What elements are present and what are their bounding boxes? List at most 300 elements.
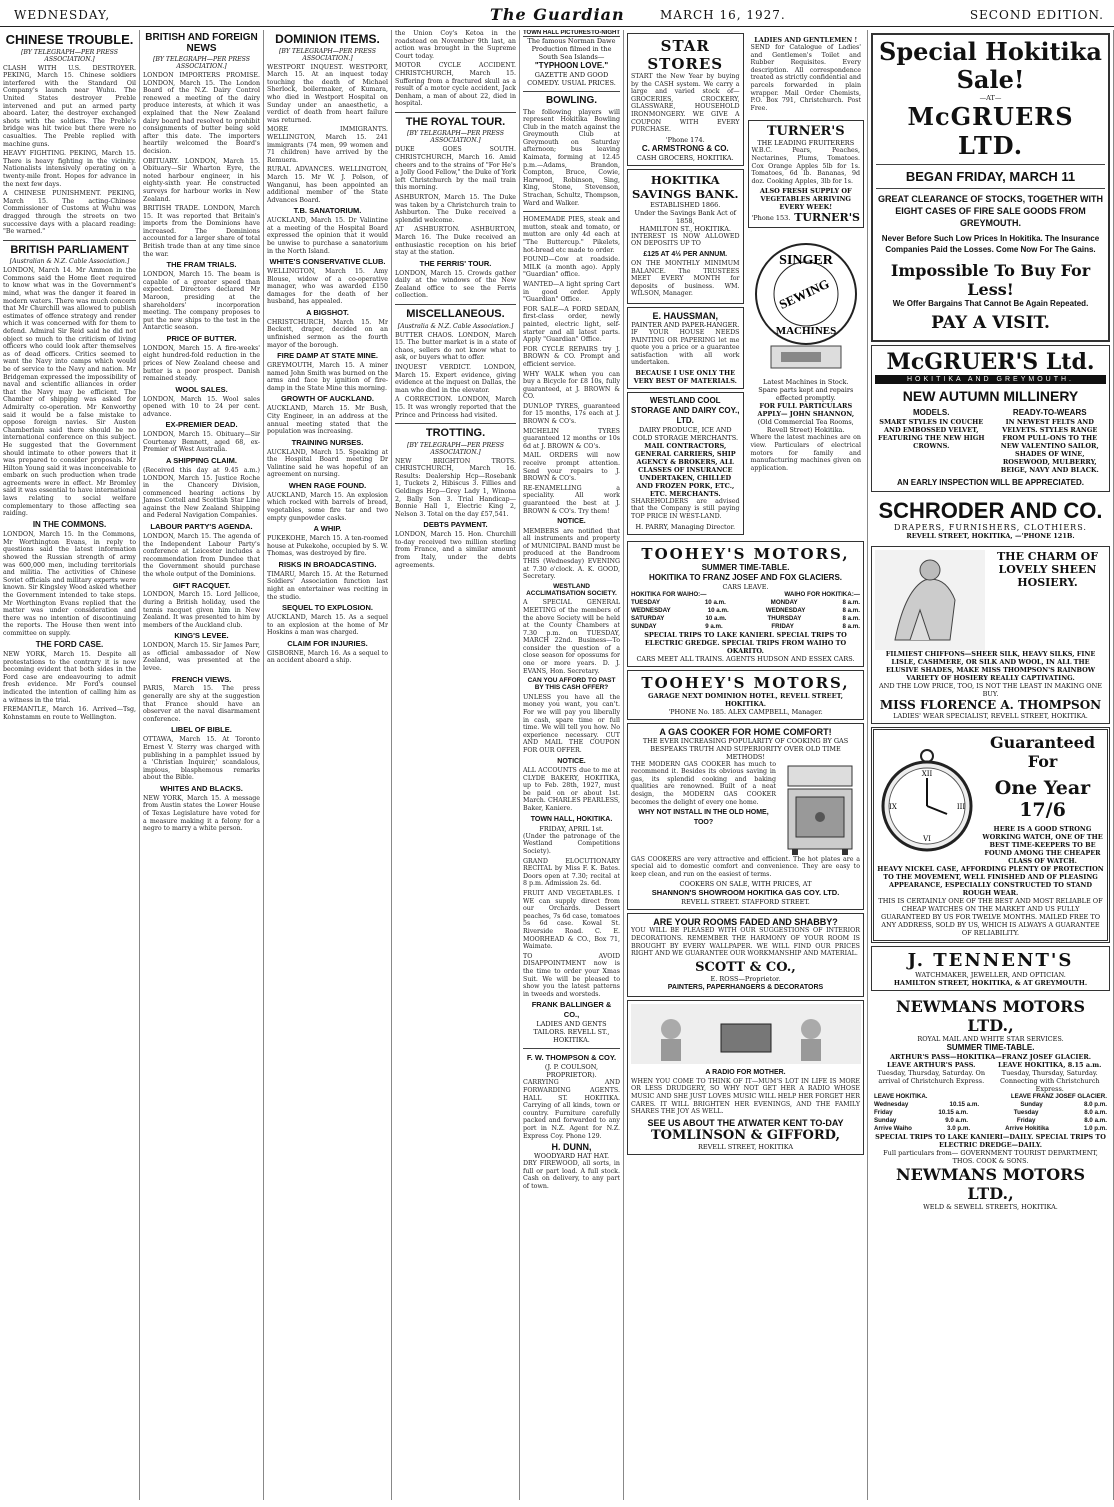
svg-text:XII: XII <box>921 770 933 778</box>
sale-offer: We Offer Bargains That Cannot Be Again Repeated. <box>892 299 1089 308</box>
article-text: FREMANTLE, March 16. Arrived—Tsg, Kohnstamm en route to Wellington. <box>3 706 136 721</box>
timetable-cell: Wednesday <box>874 1101 909 1108</box>
mcgruers-title: McGRUERS LTD. <box>907 102 1074 160</box>
toohey2-phone: 'PHONE No. 185. ALEX CAMPBELL, Manager. <box>668 707 823 716</box>
article-text: AUCKLAND, March 15. Speaking at the Hospital Board meeting Dr Valintine said he was hopeful of an agreement on nursing. <box>267 448 388 479</box>
tennent-sub: WATCHMAKER, JEWELLER, AND OPTICIAN. <box>915 971 1066 979</box>
divider <box>876 188 1105 189</box>
radio-caption: A RADIO FOR MOTHER. <box>705 1068 786 1076</box>
timetable-cell: Arrive Hokitika <box>1005 1125 1049 1132</box>
divider <box>523 1048 620 1049</box>
nm-right-text: Tuesday, Thursday, Saturday. Connecting with Christchurch Express. <box>999 1069 1100 1093</box>
sale-began: BEGAN FRIDAY, MARCH 11 <box>905 169 1076 184</box>
sale-pay: PAY A VISIT. <box>931 313 1050 333</box>
classified: MICHELIN TYRES guaranteed 12 months or 10s 6d at J. BROWN & CO's. <box>523 427 620 450</box>
subhead-ford-case: THE FORD CASE. <box>35 639 104 649</box>
nm-timetable-rows <box>874 1101 1107 1133</box>
nm-tt-left-header: LEAVE HOKITIKA. <box>874 1093 928 1100</box>
timetable-cell: Friday <box>1016 1117 1036 1124</box>
article-text: MOTOR CYCLE ACCIDENT. CHRISTCHURCH, March 15. Suffering from a fractured skull as a result of a motor cycle accident, Jack Denham, a man of about 22, died in hospital. <box>395 62 516 108</box>
gas-inspect: COOKERS ON SALE, WITH PRICES, AT <box>679 880 812 889</box>
singer-full: FOR FULL PARTICULARS APPLY— JOHN SHANNON, <box>757 402 855 419</box>
newmans-title: NEWMANS MOTORS LTD., <box>895 997 1085 1035</box>
tonight-label: TO-NIGHT <box>591 30 620 36</box>
article-text: (Received this day at 9.45 a.m.) LONDON, March 15. Justice Roche in the Chancery Division, commenced hearing actions by James Cottell and Scottish Star Line against the New Zealand Shipping and Federal Navigation Companies. <box>143 466 260 520</box>
timetable-cell: 8 a.m. <box>842 598 860 606</box>
timetable-cell: 1.0 p.m. <box>1083 1125 1107 1132</box>
cash-offer-heading: CAN YOU AFFORD TO PAST BY THIS CASH OFFER? <box>527 677 616 692</box>
turners-fresh: ALSO FRESH SUPPLY OF VEGETABLES ARRIVING EVERY WEEK! <box>759 187 852 212</box>
hosiery-illustration-icon <box>875 550 985 650</box>
timetable-cell: TUESDAY <box>631 598 660 606</box>
tennent-name: J. TENNENT'S <box>907 950 1074 971</box>
tomlinson-name: TOMLINSON & GIFFORD, <box>651 1127 840 1143</box>
article-text: A CHINESE PUNISHMENT. PEKING, March 15. The acting-Chinese Commissioner of Customs at Wuhu was dragged through the streets on two successive days with a placard reading: "Be warned." <box>3 190 136 236</box>
masthead-date: MARCH 16, 1927. <box>660 8 786 22</box>
headline-dominion-items: DOMINION ITEMS. <box>275 32 380 46</box>
timetable-row <box>874 1101 1107 1109</box>
masthead-edition: SECOND EDITION. <box>969 8 1104 22</box>
article-text: RURAL ADVANCES. WELLINGTON, March 15. Mr W. J. Polson, of Wanganui, has been appointed an additional member of the State Advances Board. <box>267 166 388 204</box>
masthead <box>0 0 1114 27</box>
divider <box>3 240 136 241</box>
singer-addr: (Old Commercial Tea Rooms, Revell Street) Hokitika. <box>757 418 854 435</box>
singer-logo-word-2: SEWING <box>776 276 832 313</box>
toohey-cars: CARS MEET ALL TRAINS. AGENTS HUDSON AND ESSEX CARS. <box>636 654 855 663</box>
toohey-motors-ad <box>627 541 864 667</box>
article-text: LONDON, March 15. In the Commons, Mr Worthington Evans, in reply to questions said the latest information showed the Russian strength of army was 600,000 men, including territorials and militia. The activities of Chinese Soviet officials and military experts were known. Sir Kingsley Wood asked whether the Government intended to take steps. Mr Worthington Evans replied that the matter was under consideration and there was no intention of discontinuing the reports. The House then went into committee on supply. <box>3 531 136 637</box>
article-text: LONDON, March 15. Crowds gather daily at the windows of the New Zealand office to see the Ferris collection. <box>395 269 516 300</box>
toohey2-title: TOOHEY'S MOTORS, <box>641 673 850 692</box>
article-text: LONDON, March 15. The beam is capable of a greater speed than expected. Directors declared Mr Maroon, presiding at the shareholders' incorporation meeting. The company proposes to put the new ships to the test in the Antarctic season. <box>143 271 260 332</box>
fruit-text: FRUIT AND VEGETABLES. I WE can supply direct from our Orchards. Dessert peaches, 7s 6d case, tomatoes 5s 6d case. Kowal St. Riverside Road. C. E. MOORHEAD & CO., Box 71, Waimate. <box>523 890 620 951</box>
gas-addr: REVELL STREET. STAFFORD STREET. <box>681 898 810 907</box>
armstrong-name: C. ARMSTRONG & CO. <box>641 143 729 153</box>
subhead: PRICE OF BUTTER. <box>166 333 237 343</box>
sale-at: —AT— <box>979 94 1002 102</box>
divider <box>876 164 1105 165</box>
subhead-commons: IN THE COMMONS. <box>32 519 107 529</box>
headline-miscellaneous: MISCELLANEOUS. <box>406 308 505 321</box>
article-text: BRITISH TRADE. LONDON, March 15. It was reported that Britain's imports from the Dominions have increased. The Dominions accounted for a larger share of total British trade than at any time since the war. <box>143 205 260 258</box>
headline-royal-tour: THE ROYAL TOUR. <box>405 115 506 128</box>
article-text: LONDON, March 15. Obituary—Sir Courtenay Bennett, aged 68, ex-Premier of West Australia. <box>143 431 260 454</box>
timetable-row <box>874 1117 1107 1125</box>
charm-title: THE CHARM OF LOVELY SHEEN HOSIERY. <box>996 550 1098 589</box>
subhead: LIBEL OF BIBLE. <box>171 725 232 735</box>
classified: FOR SALE—A FORD SEDAN, first-class order, newly painted, electric light, self-starter and all latest parts. Apply "Guardian" Office. <box>523 305 620 344</box>
star-stores-ad <box>627 33 744 166</box>
picture-desc: The famous Norman Dawe Production filmed in the South Sea Islands— <box>527 37 616 61</box>
subhead: EX-PREMIER DEAD. <box>165 420 238 430</box>
subhead: WHITE'S CONSERVATIVE CLUB. <box>269 257 386 267</box>
article-text: OBITUARY. LONDON, March 15. Obituary—Sir Wharton Eyre, the noted harbour engineer, in his eighty-sixth year. He constructed surveys for harbour works in New Zealand. <box>143 157 260 203</box>
subhead: KING'S LEVEE. <box>174 631 229 641</box>
savings-text: INTEREST IS NOW ALLOWED ON DEPOSITS UP TO <box>631 232 740 248</box>
mcgruer2-sub: HOKITIKA AND GREYMOUTH. <box>875 375 1106 384</box>
article-text: WESTPORT INQUEST. WESTPORT, March 15. At an inquest today touching the death of Michael Sherlock, boilermaker, of Kumara, who died in Westport Hospital on Sunday under an anaesthetic, a verdict of death from heart failure was returned. <box>267 63 388 124</box>
subhead: RISKS IN BROADCASTING. <box>278 559 377 569</box>
classified: HOMEMADE PIES, steak and mutton, steak and tomato, or mutton are only 4d each at "The Buttercup." Pikelets, hot-bread etc made to order. <box>523 216 620 254</box>
article-text: A CORRECTION. LONDON, March 15. It was wrongly reported that the Prince and Princess had visited. <box>395 396 516 419</box>
article-text: NEW YORK, March 15. Despite all protestations to the contrary it is now becoming evident that both sides in the Ford case are endeavouring to admit fresh evidence. Mr Ford's counsel indicated the intention of calling him as a witness in the trial. <box>3 650 136 704</box>
article-text: NEW BRIGHTON TROTS. CHRISTCHURCH, March 16. Results: Dealership Hcp—Rosebank 1, Tuckets 2, Hibiscus 3. Fillies and Geldings Hcp—Grey Lady 1, Winona 2, Bally Son 3. Trial Handicap—Bonnie Hall 1, Electric King 2, Nelson 3. Total on the day £57,541. <box>395 457 516 518</box>
article-text: CHRISTCHURCH, March 15. Mr Beckett, draper, decided on an unfinished sermon as the fourth mayor of the borough. <box>267 318 388 349</box>
thompson-name: MISS FLORENCE A. THOMPSON <box>879 698 1102 712</box>
sale-never: Never Before Such Low Prices In Hokitika. The Insurance Companies Paid the Losses. Come Now For The Gains. <box>881 234 1100 254</box>
column-5 <box>520 30 624 1500</box>
article-text: GREYMOUTH, March 15. A miner named John Smith was burned on the arms and face by ignition of fire-damp in the State Mine this morning. <box>267 362 388 392</box>
timetable-cell: 10 a.m. <box>705 614 727 622</box>
scott-trade: PAINTERS, PAPERHANGERS & DECORATORS <box>667 983 824 991</box>
article-text: NEW YORK, March 15. A message from Austin states the Lower House of Texas Legislature have voted for a measure making it a felony for a negro to marry a white person. <box>143 794 260 833</box>
subhead: GROWTH OF AUCKLAND. <box>280 394 375 404</box>
divider <box>395 304 516 305</box>
haussman-sub: PAINTER AND PAPER-HANGER. <box>631 320 740 329</box>
timetable-cell: 8 a.m. <box>842 622 860 630</box>
notice-heading: NOTICE. <box>557 518 586 526</box>
article-text: LONDON, March 15. Lord Jellicoe, during a British holiday, used the tennis racquet given him in New Zealand. It was presented to him by members of the Auckland club. <box>143 591 260 629</box>
early-inspection: AN EARLY INSPECTION WILL BE APPRECIATED. <box>897 478 1084 487</box>
subhead: FRENCH VIEWS. <box>171 674 232 684</box>
article-text: WELLINGTON, March 15. Amy Blouse, widow of a co-operative manager, who was awarded £150 damages for the death of her husband, has appealed. <box>267 268 388 306</box>
watch-text: HERE IS A GOOD STRONG WORKING WATCH, ONE OF THE BEST TIME-KEEPERS TO BE FOUND AMONG THE CHEAPER CLASS OF WATCH. <box>982 825 1103 865</box>
tennent-addr: HAMILTON STREET, HOKITIKA, & AT GREYMOUTH. <box>893 979 1088 987</box>
turners-ad <box>748 120 865 228</box>
tt-right-header: WAIHO FOR HOKITIKA:— <box>784 590 860 598</box>
models-text: SMART STYLES IN COUCHE AND EMBOSSED VELVET, FEATURING THE NEW HIGH CROWNS. <box>878 418 985 450</box>
armstrong-sub: CASH GROCERS, HOKITIKA. <box>636 153 734 162</box>
headline-sub: [BY TELEGRAPH—PER PRESS ASSOCIATION.] <box>406 441 504 456</box>
newmans-motors-ad <box>871 994 1110 1214</box>
classified: MAIL ORDERS will now receive prompt attention. Send your repairs to J. BROWN & CO's. <box>523 452 620 483</box>
subhead: SEQUEL TO EXPLOSION. <box>282 603 373 613</box>
singer-ad <box>748 231 865 477</box>
timetable-cell: THURSDAY <box>767 614 802 622</box>
headline-british-foreign-news: BRITISH AND FOREIGN NEWS <box>145 32 258 54</box>
article-text: TIMARU, March 15. At the Returned Soldiers' Association function last night an entertainer was reciting in the studio. <box>267 570 388 601</box>
mcgruers-sale-ad <box>871 33 1110 342</box>
timetable-row <box>874 1109 1107 1117</box>
turners-title: TURNER'S <box>766 124 845 140</box>
timetable-rows <box>631 599 860 631</box>
watch-text-3: THIS IS CERTAINLY ONE OF THE BEST AND MOST RELIABLE OF CHEAP WATCHES ON THE MARKET AND US FULLY GUARANTEED BY US FOR TWELVE MONTHS. MAILED FREE TO ANY ADDRESS, SOLD BY US, WHICH IS ALWAYS A GUARANTEE OF RELIABILITY. <box>878 897 1103 937</box>
classified: WANTED—A light spring Cart in good order. Apply "Guardian" Office. <box>523 280 620 304</box>
tt-left-header: HOKITIKA FOR WAIHO:— <box>631 590 707 598</box>
star-phone: 'Phone 174. <box>665 135 705 144</box>
subhead: TRAINING NURSES. <box>291 437 364 447</box>
article-text: CLASH WITH U.S. DESTROYER. PEKING, March 15. Chinese soldiers interfered with the Standard Oil Company's launch near Wuhu. The United States destroyer Preble intervened and put an armed party aboard. Later, the destroyer exchanged shots with the soldiers. The Preble's bridge was hit twice but there were no casualties. The Preble replied with machine guns. <box>3 64 136 148</box>
article-text: LONDON, March 14. Mr Ammon in the Commons said the Home fleet required to know what was in the Government's mind, what was the danger it feared in modern waters. There was much concern that Mr Churchill was allowed to publish estimates of offence strategy and render which it was concerned with for them to defend. Admiral Sir Reid said he did not object so much to the criticism of living officers who could look after themselves as of dead officers. Critics seemed to want the Navy into camps which would be of service to the Navy and nation. Mr Bridgeman expressed the impossibility of naval and scientific alliances in order that the Navy may be efficient. The Chamber of shipping was asked for Admiralty co-operation. Mr Kenworthy said it would be a false mistake to oppose foreign navies. Sir Austen Chamberlain said there should be no international conference on this subject. He suggested that the Government should intimate to other powers that it was prepared to consider proposals. Mr Hilton Young said it was inconceivable to embark on such production when trade agreements were in effect. Mr Bromley said it was essential to have international laws relating to social welfare complementary to those affecting sea raiding. <box>3 267 136 518</box>
tennent-ad <box>871 946 1110 991</box>
timetable-cell: 10.15 a.m. <box>938 1109 968 1116</box>
turners-title-2: TURNER'S <box>794 211 860 225</box>
turners-items: W.B.C. Pears, Peaches, Nectarines, Plums, Tomatoes. Cox Orange Apples 5lb for 1s. Tomatoes, 6d lb. Bananas, 9d doz. Cooking Apples, 3lb for 1s. <box>751 147 860 185</box>
subhead: CLAIM FOR INJURIES. <box>287 638 368 648</box>
gas-shop: SHANNON'S SHOWROOM HOKITIKA GAS COY. LTD. <box>651 888 840 898</box>
timetable-cell: WEDNESDAY <box>631 606 671 614</box>
article-text: AUCKLAND, March 15. As a sequel to an explosion at the home of Mr Hoskins a man was charged. <box>267 614 388 637</box>
town-hall-heading: TOWN HALL, HOKITIKA. <box>530 815 613 823</box>
singer-spare: Spare parts kept and repairs effected promptly. <box>758 386 854 403</box>
dunn-sub: WOODYARD HAT HAT. <box>533 1152 610 1161</box>
newmans-timetable: SUMMER TIME-TABLE. <box>946 1043 1035 1052</box>
ballinger-sub: LADIES AND GENTS TAILORS. REVELL ST., HOKITIKA. <box>533 1020 610 1045</box>
divider <box>395 112 516 113</box>
schroder-addr: REVELL STREET, HOKITIKA, —'PHONE 121B. <box>906 532 1075 540</box>
classified: FOR CYCLE REPAIRS try J. BROWN & CO. Prompt and efficient service. <box>523 345 620 368</box>
scott-decorators-ad <box>627 913 864 996</box>
haussman-name: E. HAUSSMAN, <box>652 310 718 321</box>
toohey-motors-ad-2 <box>627 670 864 720</box>
timetable-cell: Friday <box>874 1109 893 1116</box>
divider <box>523 211 620 212</box>
haussman-why: BECAUSE I USE ONLY THE VERY BEST OF MATERIALS. <box>633 368 737 385</box>
column-7 <box>868 30 1114 1500</box>
article-text: PUKEKOHE, March 15. A ten-roomed house at Pukekohe, occupied by S. W. Thomas, was destroyed by fire. <box>267 535 388 558</box>
savings-est: ESTABLISHED 1866. <box>650 200 721 209</box>
ads-left-stack <box>627 30 744 538</box>
headline-sub: [BY TELEGRAPH—PER PRESS ASSOCIATION.] <box>278 47 376 62</box>
subhead: WHEN RAGE FOUND. <box>288 480 367 490</box>
faded-title: ARE YOUR ROOMS FADED AND SHABBY? <box>653 917 838 928</box>
article-text: AUCKLAND, March 15. Mr Bush, City Engineer, in an address at the annual meeting stated that the population was increasing. <box>267 405 388 436</box>
town-hall-date: FRIDAY, APRIL 1st. <box>539 824 604 833</box>
radio-text: WHEN YOU COME TO THINK OF IT—MUM'S LOT IN LIFE IS MORE OR LESS DRUDGERY, SO WHY NOT GET HER A RADIO WHOSE MUSIC AND SHE JUST LOVES MUSIC WILL HELP HER FORGET HER CARES. IT WILL BRIGHTEN HER EVENINGS, AND THE FAMILY SHARES THE JOY AS WELL. <box>631 1077 860 1116</box>
timetable-cell: 8 a.m. <box>842 614 860 622</box>
article-text: GISBORNE, March 16. As a sequel to an accident aboard a ship. <box>267 649 388 665</box>
article-text: LONDON, March 15. Sir James Parr, as official ambassador of New Zealand, was presented at the levee. <box>143 642 260 672</box>
thompson-sub: LADIES' WEAR SPECIALIST, REVELL STREET, HOKITIKA. <box>893 712 1088 720</box>
gas-title: A GAS COOKER FOR HOME COMFORT! <box>659 726 832 737</box>
mcgruer2-title: McGRUER'S Ltd. <box>886 349 1095 375</box>
millinery-title: NEW AUTUMN MILLINERY <box>902 388 1079 404</box>
article-text: LONDON, March 15. The agenda of the Independent Labour Party's conference at Leicester includes a recommendation from Dundee that the Government should purchase the whole output of the Dominions. <box>143 532 260 578</box>
classified: FOUND—Cow at roadside. MILK (a month ago). Apply "Guardian" office. <box>523 256 620 279</box>
readyto-label: READY-TO-WEARS <box>1012 408 1087 417</box>
article-text: LONDON, March 15. Wool sales opened with 10 to 24 per cent. advance. <box>143 395 260 418</box>
xmas-suit-text: TO AVOID DISAPPOINTMENT now is the time to order your Xmas Suit. We will be pleased to show you the latest patterns in tweeds and worsteds. <box>523 952 620 998</box>
headline-bowling: BOWLING. <box>545 95 598 106</box>
headline-sub: [BY TELEGRAPH—PER PRESS ASSOCIATION.] <box>406 130 504 145</box>
timetable-cell: 8 a.m. <box>842 606 860 614</box>
savings-text: ON THE MONTHLY MINIMUM BALANCE. The TRUSTEES MEET EVERY MONTH for deposits of business. WM. WILSON, Manager. <box>631 259 740 298</box>
gas-cooker-ad <box>627 723 864 911</box>
timetable-cell: SATURDAY <box>631 614 665 622</box>
article-text: ASHBURTON, March 15. The Duke was taken by a Christchurch train to Ashburton. The Duke received a splendid welcome. <box>395 194 516 224</box>
singer-logo <box>751 234 861 374</box>
toohey2-addr: GARAGE NEXT DOMINION HOTEL, REVELL STREET, HOKITIKA. <box>648 691 843 708</box>
pocket-watch-icon <box>877 744 977 854</box>
timetable-cell: Tuesday <box>1013 1109 1039 1116</box>
divider <box>523 91 620 92</box>
dunn-text: DRY FIREWOOD, all sorts, in full or part load. A full stock. Cash on delivery, to any part of town. <box>523 1160 620 1190</box>
gas-text: THE MODERN GAS COOKER has much to recommend it. Besides its obvious saving in gas, its splendid cooking and baking qualities are renowned. Built of a neat design, the MODERN GAS COOKER becomes the delight of every one home. <box>631 760 776 806</box>
gas-cooker-illustration-icon <box>780 761 860 856</box>
timetable-row <box>631 623 860 631</box>
timetable-row <box>631 607 860 615</box>
newmans-sub: ROYAL MAIL AND WHITE STAR SERVICES. <box>917 1035 1064 1043</box>
town-hall-label: TOWN HALL PICTURES <box>523 30 591 36</box>
readyto-text: IN NEWEST FELTS AND VELVETS. STYLES RANGE FROM PULL-ONS TO THE NEW VALENTINO SAILOR, SHADES OF WINE, ROSEWOOD, MULBERRY, BEIGE, NAVY AND BLACK. <box>1000 418 1099 474</box>
nm-left-header: LEAVE ARTHUR'S PASS. <box>887 1061 976 1069</box>
classified: WHY WALK when you can buy a Bicycle for £8 10s, fully guaranteed, at J. BROWN & CO. <box>523 370 620 401</box>
schroder-sub: DRAPERS, FURNISHERS, CLOTHIERS. <box>894 523 1087 532</box>
schroder-title: SCHRODER AND CO. <box>878 498 1103 523</box>
thompson-coy-sub: (J. P. COULSON, PROPRIETOR). <box>544 1063 599 1080</box>
svg-text:IX: IX <box>889 803 897 811</box>
timetable-cell: 10.15 a.m. <box>949 1101 980 1108</box>
gas-why: WHY NOT INSTALL IN THE OLD HOME, TOO? <box>638 809 769 827</box>
timetable-cell: 8.0 p.m. <box>1083 1101 1107 1108</box>
subhead: T.B. SANATORIUM. <box>293 206 362 216</box>
mcgruers-millinery-ad <box>871 345 1110 492</box>
classified: DUNLOP TYRES, guaranteed for 15 months, 17s each at J. BROWN & CO's. <box>523 402 620 426</box>
savings-act: Under the Savings Bank Act of 1858, <box>634 208 737 225</box>
singer-logo-word-3: MACHINES <box>775 325 837 338</box>
recital-text: GRAND ELOCUTIONARY RECITAL by Miss F. K. Bates. Doors open at 7.30; recital at 8 p.m. Admission 2s. 6d. <box>523 857 620 888</box>
divider <box>395 423 516 424</box>
savings-bank-ad <box>627 169 744 304</box>
timetable-cell: SUNDAY <box>631 622 657 630</box>
sale-impossible: Impossible To Buy For Less! <box>890 261 1091 299</box>
masthead-paper-title: The Guardian <box>490 5 625 24</box>
timetable-row <box>874 1125 1107 1133</box>
headline-british-parliament: BRITISH PARLIAMENT <box>10 243 129 256</box>
headline-trotting: TROTTING. <box>425 427 486 440</box>
article-text: LONDON, March 15. Hon. Churchill to-day received two million sterling from France, and a similar amount from Italy, under the debts agreements. <box>395 531 516 569</box>
article-text: DUKE GOES SOUTH. CHRISTCHURCH, March 16. Amid cheers and to the strains of "For He's a Jolly Good Fellow," the Duke of York left Christchurch by the mail train this morning. <box>395 146 516 192</box>
westland-cool-title: WESTLAND COOL STORAGE AND DAIRY COY., LTD. <box>631 395 740 425</box>
star-stores-text: START the New Year by buying by the CASH system. We carry a large and varied stock of—GROCERIES, CROCKERY, GLASSWARE, HOUSEHOLD IRONMONGERY. WE GIVE A COUPON WITH EVERY PURCHASE. <box>631 73 740 134</box>
turners-sub: THE LEADING FRUITERERS <box>757 139 855 148</box>
article-text: INQUEST VERDICT. LONDON, March 15. Expert evidence, giving evidence at the inquest on Dallas, the man who died in the elevator. <box>395 363 516 394</box>
column-2 <box>140 30 264 1500</box>
haussman-text: IF YOUR HOUSE NEEDS PAINTING OR PAPERING let me quote you a price or a guarantee satisfaction with all work undertaken. <box>631 328 740 367</box>
westland-society-heading: WESTLAND ACCLIMATISATION SOCIETY. <box>526 582 617 597</box>
newmans2-title: NEWMANS MOTORS LTD., <box>895 1165 1085 1203</box>
article-text: LONDON IMPORTERS PROMISE. LONDON, March 15. The London Board of the N.Z. Dairy Control renewed a meeting of the dairy produce interests, at which it was explained that the New Zealand dairy board had resolved to prohibit consignments of butter being sold after this date. The importers heartily welcomed the Board's decision. <box>143 72 260 155</box>
savings-title: HOKITIKA SAVINGS BANK. <box>632 172 739 201</box>
subhead: THE FRAM TRIALS. <box>166 260 237 270</box>
nm-tt-right-header: LEAVE FRANZ JOSEF GLACIER. <box>1010 1093 1107 1100</box>
article-text: AT ASHBURTON. ASHBURTON, March 16. The Duke received an enthusiastic reception on his brief stay at the station. <box>395 226 516 257</box>
timetable-cell: 8.0 a.m. <box>1084 1109 1107 1116</box>
charm-text-2: AND THE LOW PRICE, TOO, IS NOT THE LEAST IN MAKING ONE BUY. <box>878 682 1103 698</box>
article-text: LONDON, March 15. A fire-weeks' eight hundred-fold reduction in the prices of New Zealand cheese and butter is a poor prospect. Danish remained steady. <box>143 344 260 383</box>
haussman-ad <box>627 307 744 389</box>
nm-special: SPECIAL TRIPS TO LAKE KANIERI—DAILY. SPECIAL TRIPS TO ELECTRIC DREDGE—DAILY. <box>875 1133 1106 1149</box>
timetable-cell: Arrive Waiho <box>874 1125 912 1132</box>
timetable-cell: MONDAY <box>770 598 798 606</box>
notice-text: ALL ACCOUNTS due to me at CLYDE BAKERY, HOKITIKA, up to Feb. 28th, 1927, must be paid on or about 1st. March. CHARLES PEARLESS, Baker, Kaniere. <box>523 766 620 812</box>
thompson-hosiery-ad <box>871 546 1110 724</box>
subhead: LABOUR PARTY'S AGENDA. <box>150 522 253 532</box>
classified: RE-ENAMELLING a speciality. All work guaranteed the best at J. BROWN & CO's. Try them! <box>523 484 620 515</box>
toohey-title: TOOHEY'S MOTORS, <box>641 544 850 563</box>
nm-left-text: Tuesday, Thursday, Saturday. On arrival of Christchurch Express. <box>877 1069 986 1085</box>
timetable-row <box>631 615 860 623</box>
carrying-text: CARRYING AND FORWARDING AGENTS. HALL ST. HOKITIKA. Carrying of all kinds, town or country. Furniture carefully packed and forwarded to any port in N.Z. Agent for N.Z. Express Coy. Phone 129. <box>523 1079 620 1140</box>
newmans-route: ARTHUR'S PASS—HOKITIKA—FRANZ JOSEF GLACIER. <box>889 1053 1092 1061</box>
charm-text: FILMIEST CHIFFONS—SHEER SILK, HEAVY SILKS, FINE LISLE, CASHMERE, OR SILK AND WOOL, IN ALL THE ELUSIVE SHADES, MAKE MISS THOMPSON'S RAINBOW VARIETY OF HOSIERY REALLY CAPTIVATING. <box>885 650 1096 682</box>
timetable-cell: 10 a.m. <box>704 598 726 606</box>
subhead: A WHIP. <box>313 524 342 534</box>
westland-cool-sub: DAIRY PRODUCE, ICE AND COLD STORAGE MERCHANTS. <box>632 425 739 442</box>
subhead: A SHIPPING CLAIM. <box>166 456 237 466</box>
ballinger-name: FRANK BALLINGER & CO., <box>531 1000 612 1020</box>
savings-rate: £125 AT 4½ PER ANNUM. <box>643 250 728 258</box>
nm-right-header: LEAVE HOKITIKA, 8.15 a.m. <box>998 1061 1102 1069</box>
savings-addr: HAMILTON ST., HOKITIKA. <box>639 224 731 233</box>
article-text: OTTAWA, March 15. At Toronto Ernest V. Sterry was charged with publishing in a pamphlet issued by a 'Christian Inquirer,' scandalous, impious, blasphemous remarks about the Bible. <box>143 736 260 782</box>
notice-text: MEMBERS are notified that all instruments and property of MUNICIPAL BAND must be produced at the Bandroom THIS (Wednesday) EVENING at 7.30 o'clock. A. K. GOOD, Secretary. <box>523 527 620 581</box>
subhead: THE FERRIS' TOUR. <box>419 258 492 268</box>
nm-timetable-header <box>874 1093 1107 1101</box>
timetable-cell: 3.0 p.m. <box>947 1125 971 1132</box>
article-text: HEAVY FIGHTING. PEKING, March 15. There is heavy fighting in the vicinity. Nationalists intensively operating on a twenty-mile front. Hopes for advance in the next few days. <box>3 150 136 188</box>
toohey-route: HOKITIKA TO FRANZ JOSEF AND FOX GLACIERS. <box>648 572 843 582</box>
models-label: MODELS. <box>913 408 950 417</box>
headline-sub: [Australian & N.Z. Cable Association.] <box>9 258 130 266</box>
tennent-watch-ad <box>871 727 1110 943</box>
parry-name: H. PARRY, Managing Director. <box>635 522 736 531</box>
sale-title: Special Hokitika Sale! <box>879 37 1102 94</box>
headline-chinese-trouble: CHINESE TROUBLE. <box>5 32 134 47</box>
subhead: A BIGSHOT. <box>306 307 349 317</box>
singer-note: Where the latest machines are on view. Particulars of electrical motors for family and manufacturing machines given on application. <box>750 434 861 472</box>
timetable-cell: 8.0 a.m. <box>1084 1117 1107 1124</box>
subhead: WHITES AND BLACKS. <box>160 783 243 793</box>
picture-extra: GAZETTE AND GOOD COMEDY. USUAL PRICES. <box>527 71 616 87</box>
article-text: MORE IMMIGRANTS. WELLINGTON, March 15. 241 immigrants (74 men, 99 women and 71 children) have arrived by the Remuera. <box>267 126 388 164</box>
watch-text-2: HEAVY NICKEL CASE, AFFORDING PLENTY OF PROTECTION TO THE MOVEMENT, WELL FINISHED AND OF PLEASING APPEARANCE, ESPECIALLY CONSTRUCTED TO STAND ROUGH WEAR. <box>877 865 1104 897</box>
shareholders-text: SHAREHOLDERS are advised that the Company is still paying TOP PRICE IN WEST-LAND. <box>631 497 740 521</box>
radio-family-illustration-icon <box>631 1004 861 1064</box>
westland-cool-storage-ad <box>627 392 744 535</box>
column-3 <box>264 30 392 1500</box>
subhead: FIRE DAMP AT STATE MINE. <box>277 351 378 361</box>
column-4 <box>392 30 520 1500</box>
cash-offer-text: UNLESS you have all the money you want, you can't. For we will pay you liberally in cash, spare time or full time. We will tell you how. No experience necessary. CUT AND MAIL THE COUPON FOR OUR OFFER. <box>523 693 620 755</box>
faded-text: YOU WILL BE PLEASED WITH OUR SUGGESTIONS OF INTERIOR DECORATIONS. REMEMBER THE HARMONY OF YOUR ROOM IS BROUGHT BY EVERY WALLPAPER. WE WILL FIND OUR PRICES RIGHT AND WE GUARANTEE OUR WORKMANSHIP AND MATERIAL. <box>631 927 860 958</box>
headline-sub: [BY TELEGRAPH—PER PRESS ASSOCIATION.] <box>152 56 250 70</box>
toohey-special: SPECIAL TRIPS TO LAKE KANIERI. SPECIAL TRIPS TO ELECTRIC GREDGE. SPECIAL TRIPS FROM WAIHO TO OKARITO. <box>644 630 847 655</box>
svg-text:III: III <box>956 803 966 811</box>
article-text: AUCKLAND, March 15. An explosion which rocked with barrels of bread, vegetables, some fire tar and two empty gunpowder casks. <box>267 491 388 522</box>
schroder-ad <box>871 495 1110 543</box>
timetable-cell: 10 a.m. <box>707 606 729 614</box>
bowling-text: The following players will represent Hokitika Bowling Club in the match against the Greymouth Club at Greymouth on Saturday afternoon; bus leaving Kaimata, forming at 12.45 p.m.—Adams, Brandon, Compton, Bruce, Cowie, Harwood, Robinson, Sing, King, Stone, Stevenson, Strachan, Schultz, Thompson, Ward and Walker. <box>523 108 620 207</box>
timetable-cell: Sunday <box>874 1117 897 1124</box>
masthead-day: WEDNESDAY, <box>14 8 111 22</box>
watch-price: One Year 17/6 <box>994 777 1091 821</box>
article-text: PARIS, March 15. The press generally are shy at the suggestion that France should have an observer at the naval disarmament conference. <box>143 685 260 723</box>
radio-ad <box>627 1000 864 1155</box>
turners-phone: 'Phone 153. <box>751 213 791 222</box>
town-hall-text: (Under the patronage of the Westland Competitions Society). <box>523 832 620 856</box>
gas-sub: THE EVER INCREASING POPULARITY OF COOKING BY GAS BESPEAKS TRUTH AND SUPERIORITY OVER OLD TIME METHODS! <box>642 736 849 761</box>
timetable-cell: Sunday <box>1020 1101 1043 1108</box>
cars-leave: CARS LEAVE. <box>722 582 769 591</box>
scott-sub: E. ROSS—Proprietor. <box>710 974 781 983</box>
radio-see: SEE US ABOUT THE ATWATER KENT TO-DAY <box>647 1117 844 1128</box>
ladies-text: SEND for Catalogue of Ladies' and Gentlemen's Toilet and Rubber Requisites. Every description. All correspondence treated as strictly confidential and parcels forwarded in plain wrapper. Mail Order Chemists, P.O. Box 791, Christchurch. Post Free. <box>750 44 861 112</box>
westland-list: MAIL CONTRACTORS, GENERAL CARRIERS, SHIP AGENCY & BROKERS, ALL CLASSES OF INSURANCE UNDERTAKEN, CHILLED AND FROZEN PORK, ETC., ETC. MERCHANTS. <box>634 441 736 498</box>
timetable-cell: 9.0 a.m. <box>945 1117 968 1124</box>
tomlinson-addr: REVELL STREET, HOKITIKA <box>697 1142 794 1151</box>
timetable-row <box>631 599 860 607</box>
